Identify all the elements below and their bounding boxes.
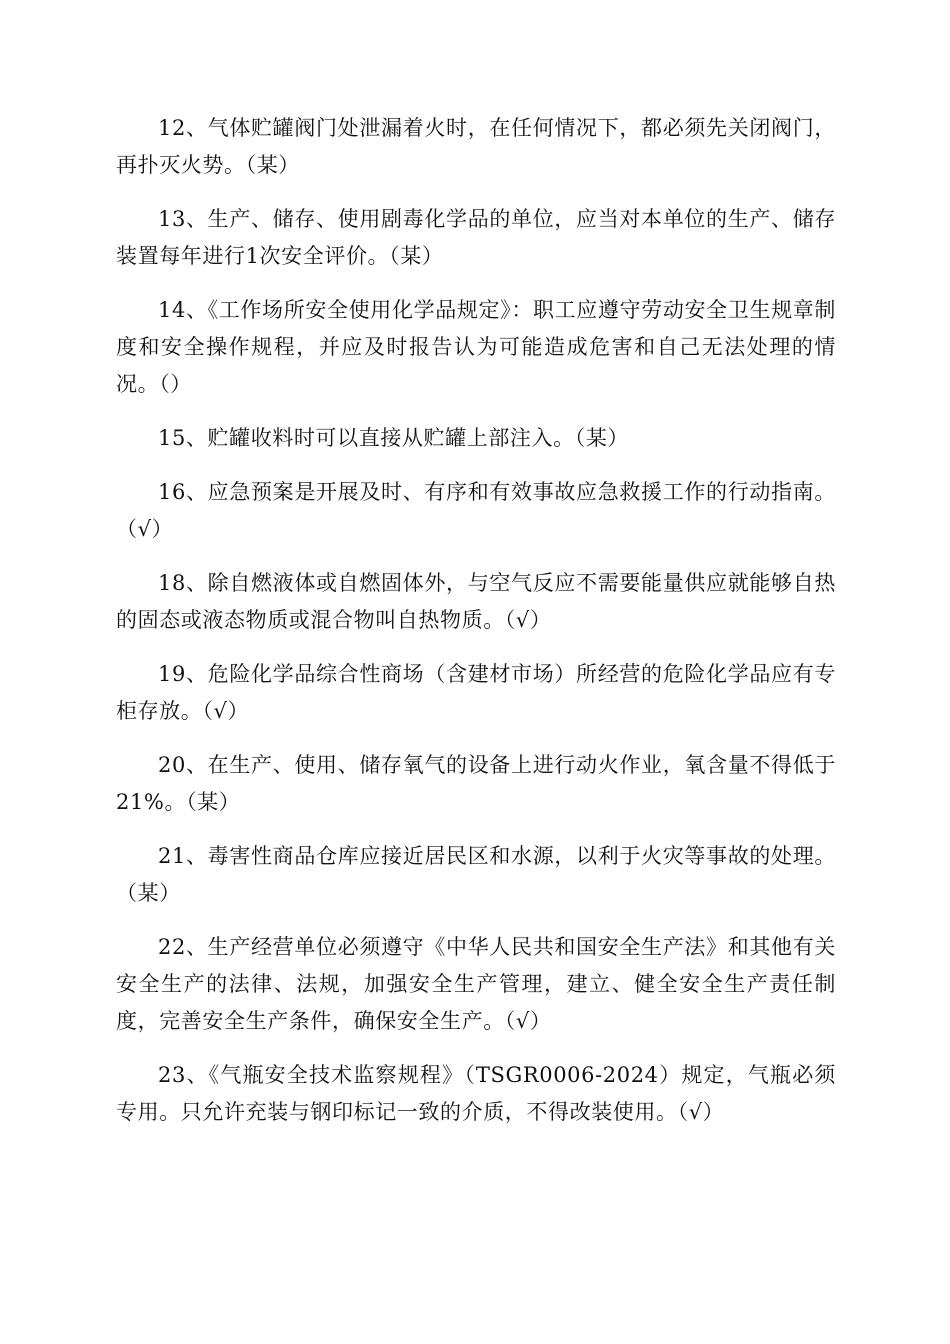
question-item-20: 20、在生产、使用、储存氧气的设备上进行动火作业，氧含量不得低于21%。（某） bbox=[116, 753, 836, 814]
question-item-13: 13、生产、储存、使用剧毒化学品的单位，应当对本单位的生产、储存装置每年进行1次安全评价。（某） bbox=[116, 207, 836, 268]
question-item-21: 21、毒害性商品仓库应接近居民区和水源，以利于火灾等事故的处理。（某） bbox=[116, 844, 836, 905]
question-item-15: 15、贮罐收料时可以直接从贮罐上部注入。（某） bbox=[158, 426, 630, 450]
question-item-14: 14、《工作场所安全使用化学品规定》：职工应遵守劳动安全卫生规章制度和安全操作规程，并应及时报告认为可能造成危害和自己无法处理的情况。（） bbox=[116, 298, 836, 396]
question-item-12: 12、气体贮罐阀门处泄漏着火时，在任何情况下，都必须先关闭阀门，再扑灭火势。（某） bbox=[116, 116, 836, 177]
question-list bbox=[116, 110, 836, 1131]
question-item-19: 19、危险化学品综合性商场（含建材市场）所经营的危险化学品应有专柜存放。（√） bbox=[116, 662, 836, 723]
question-item-22: 22、生产经营单位必须遵守《中华人民共和国安全生产法》和其他有关安全生产的法律、法规，加强安全生产管理，建立、健全安全生产责任制度，完善安全生产条件，确保安全生产。（√） bbox=[116, 935, 836, 1033]
question-item-16: 16、应急预案是开展及时、有序和有效事故应急救援工作的行动指南。（√） bbox=[116, 480, 836, 541]
question-item-18: 18、除自燃液体或自燃固体外，与空气反应不需要能量供应就能够自热的固态或液态物质或混合物叫自热物质。（√） bbox=[116, 571, 836, 632]
question-item-23: 23、《气瓶安全技术监察规程》（TSGR0006-2024）规定，气瓶必须专用。只允许充装与钢印标记一致的介质，不得改装使用。（√） bbox=[116, 1063, 836, 1124]
